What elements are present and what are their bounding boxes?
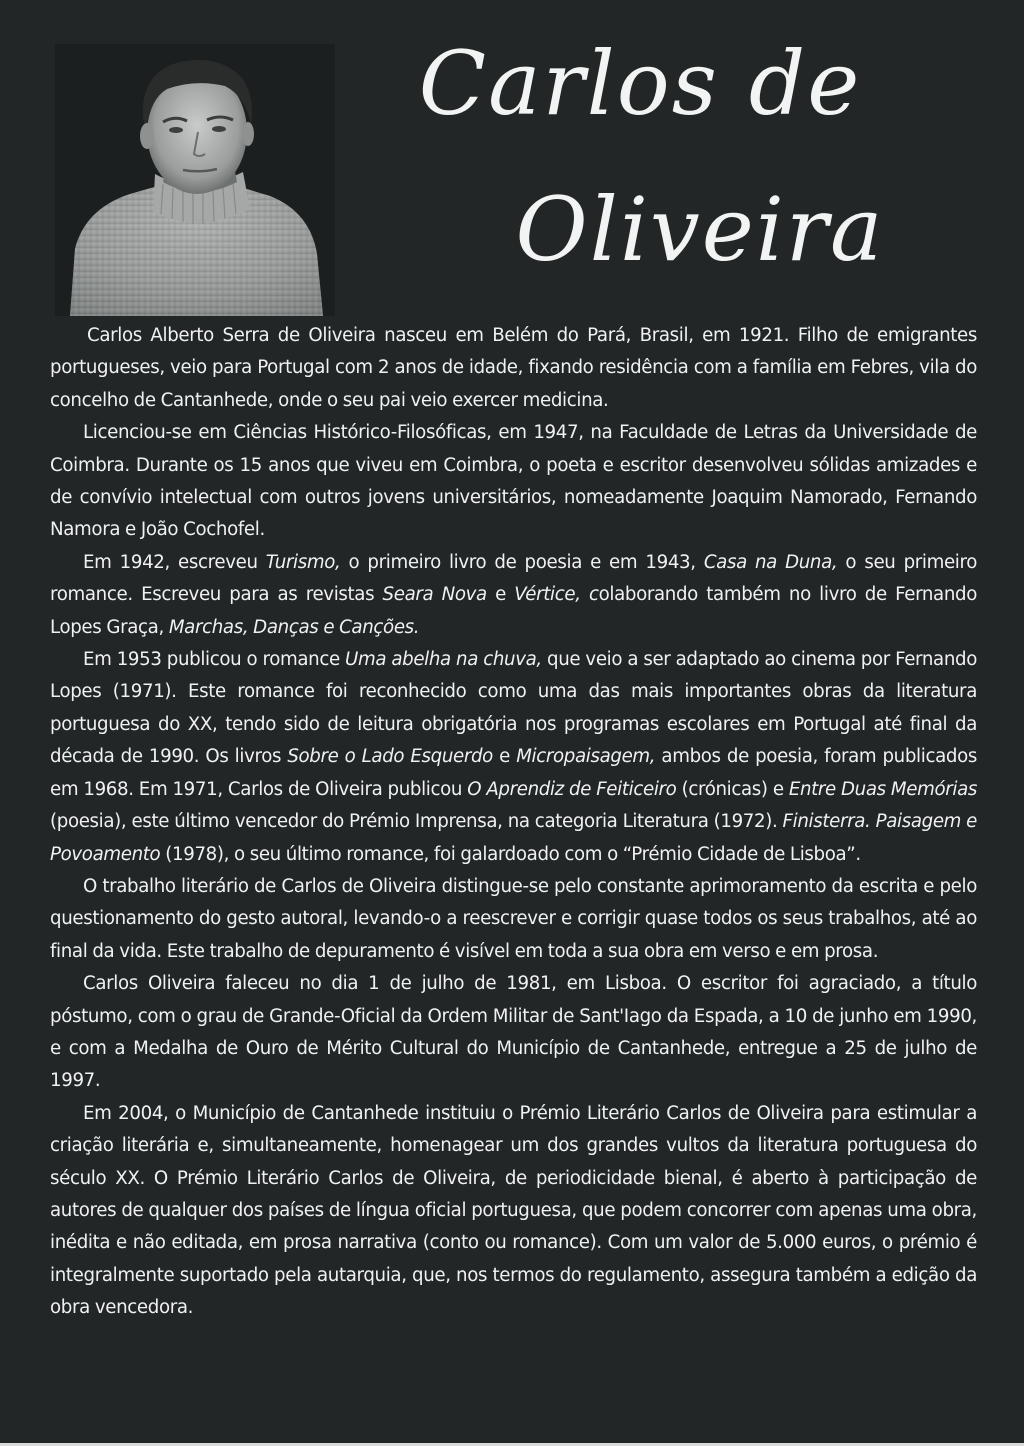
work-title: O Aprendiz de Feiticeiro bbox=[467, 778, 677, 800]
text-segment: Licenciou-se em Ciências Histórico-Filosóficas, em 1947, na Faculdade de Letras da Universidade de Coimbra. Durante os 15 anos que viveu em Coimbra, o poeta e escritor desenvolveu sólidas amizades e de convívio intelectual com outros jovens universitários, nomeadamente Joaquim Namorado, Fernando Namora e João Cochofel. bbox=[50, 422, 977, 541]
portrait-photo bbox=[55, 44, 335, 316]
text-segment: o seu primeiro romance. Escreveu para as revistas bbox=[50, 551, 978, 606]
paragraph-literary-work bbox=[50, 871, 977, 968]
text-segment: Carlos Alberto Serra de Oliveira nasceu em Belém do Pará, Brasil, em 1921. Filho de emigrantes portugueses, veio para Portugal com 2 anos de idade, fixando residência com a família em Febres, vila do concelho de Cantanhede, onde o seu pai veio exercer medicina. bbox=[50, 325, 977, 411]
text-segment: o primeiro livro de poesia e em 1943, bbox=[340, 551, 704, 573]
text-segment: e bbox=[492, 746, 517, 768]
text-segment: (1978), o seu último romance, foi galardoado com o “Prémio Cidade de Lisboa”. bbox=[160, 843, 861, 865]
paragraph-education bbox=[50, 417, 977, 547]
work-title: Micropaisagem, bbox=[516, 746, 656, 768]
title-line-1: Carlos de bbox=[418, 32, 862, 135]
paragraph-literary-prize bbox=[50, 1098, 977, 1325]
work-title: Seara Nova bbox=[382, 584, 487, 606]
paragraph-death-honours bbox=[50, 968, 977, 1098]
text-segment: (crónicas) e bbox=[676, 778, 789, 800]
paragraph-birth bbox=[50, 320, 977, 417]
biography-text bbox=[50, 320, 977, 1325]
text-segment: que veio a ser adaptado ao cinema por Fernando Lopes (1971). Este romance foi reconhecido como uma das mais importantes obras da literatura portuguesa do XX, tendo sido de leitura obrigatória nos programas escolares em Portugal até final da década de 1990. Os livros bbox=[50, 649, 977, 768]
text-segment: olaborando também no livro de Fernando Lopes Graça, bbox=[50, 584, 978, 638]
text-segment: ambos de poesia, foram publicados em 1968. Em 1971, Carlos de Oliveira publicou bbox=[50, 746, 977, 800]
text-segment: Carlos Oliveira faleceu no dia 1 de julho de 1981, em Lisboa. O escritor foi agraciado, a título póstumo, com o grau de Grande-Oficial da Ordem Militar de Sant'Iago da Espada, a 10 de junho em 1990, e com a Medalha de Ouro de Mérito Cultural do Município de Cantanhede, entregue a 25 de julho de 1997. bbox=[50, 973, 977, 1092]
text-segment: O trabalho literário de Carlos de Oliveira distingue-se pelo constante aprimoramento da escrita e pelo questionamento do gesto autoral, levando-o a reescrever e corrigir quase todos os seus trabalhos, até ao final da vida. Este trabalho de depuramento é visível em toda a sua obra em verso e em prosa. bbox=[50, 875, 977, 962]
work-title: Marchas, Danças e Canções. bbox=[168, 616, 420, 638]
text-segment: (poesia), este último vencedor do Prémio Imprensa, na categoria Literatura (1972). bbox=[50, 811, 783, 833]
title-line-2: Oliveira bbox=[515, 178, 885, 281]
work-title: Uma abelha na chuva, bbox=[345, 649, 542, 671]
work-title: Sobre o Lado Esquerdo bbox=[287, 746, 493, 768]
work-title: Vértice, c bbox=[514, 584, 599, 606]
work-title: Finisterra. Paisagem e Povoamento bbox=[50, 811, 977, 865]
text-segment: e bbox=[486, 584, 515, 606]
paragraph-early-works bbox=[50, 547, 977, 644]
text-segment: Em 1942, escreveu bbox=[83, 551, 266, 573]
text-segment: Em 2004, o Município de Cantanhede instituiu o Prémio Literário Carlos de Oliveira para estimular a criação literária e, simultaneamente, homenagear um dos grandes vultos da literatura portuguesa do século XX. O Prémio Literário Carlos de Oliveira, de periodicidade bienal, é aberto à participação de autores de qualquer dos países de língua oficial portuguesa, que podem concorrer com apenas uma obra, inédita e não editada, em prosa narrativa (conto ou romance). Com um valor de 5.000 euros, o prémio é integralmente suportado pela autarquia, que, nos termos do regulamento, assegura também a edição da obra vencedora. bbox=[50, 1102, 977, 1319]
portrait-icon bbox=[55, 44, 335, 316]
work-title: Entre Duas Memórias bbox=[788, 778, 977, 800]
text-segment: Em 1953 publicou o romance bbox=[83, 649, 346, 671]
work-title: Turismo, bbox=[265, 551, 341, 573]
paragraph-major-works bbox=[50, 644, 977, 871]
work-title: Casa na Duna, bbox=[703, 551, 838, 573]
